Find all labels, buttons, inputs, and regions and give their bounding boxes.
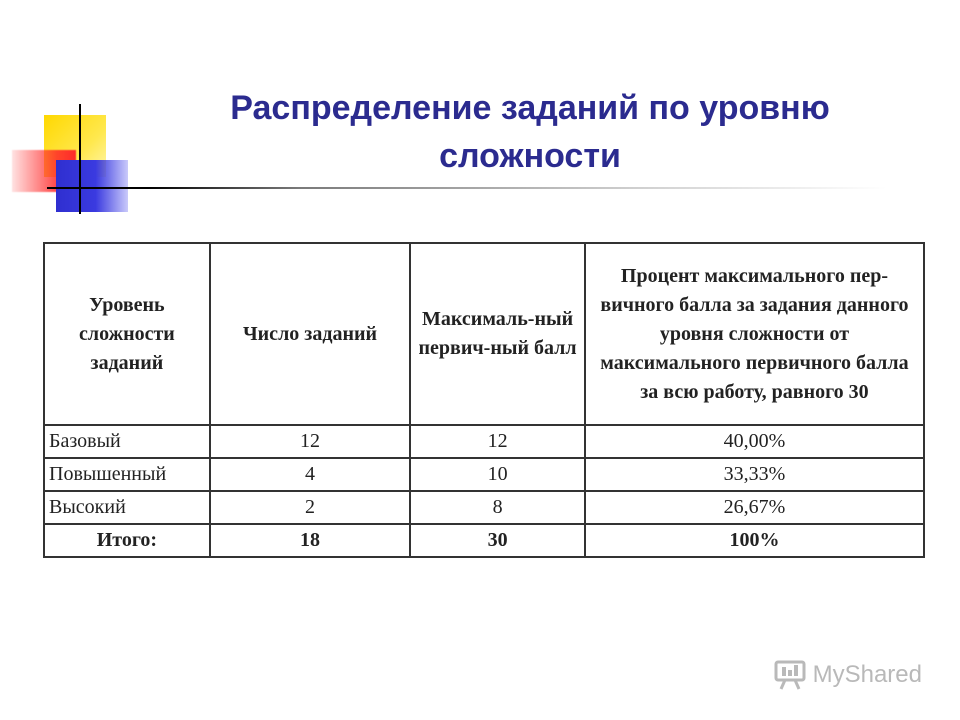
header-max-primary-score: Максималь-ный первич-ный балл — [410, 243, 585, 425]
cell-percent: 26,67% — [585, 491, 924, 524]
cell-total-percent: 100% — [585, 524, 924, 557]
cell-count: 2 — [210, 491, 410, 524]
cell-max-score: 10 — [410, 458, 585, 491]
table-header-row — [44, 243, 924, 425]
cell-max-score: 12 — [410, 425, 585, 458]
watermark — [773, 658, 922, 692]
cell-max-score: 8 — [410, 491, 585, 524]
table-row — [44, 458, 924, 491]
table-row — [44, 425, 924, 458]
cell-level: Повышенный — [44, 458, 210, 491]
header-task-count: Число заданий — [210, 243, 410, 425]
header-percent-of-max-score: Процент максимального пер-вичного балла за задания данного уровня сложности от максимального первичного балла за всю работу, равного 30 — [585, 243, 924, 425]
cell-total-max-score: 30 — [410, 524, 585, 557]
cell-percent: 40,00% — [585, 425, 924, 458]
table-row — [44, 491, 924, 524]
cell-count: 12 — [210, 425, 410, 458]
cell-level: Высокий — [44, 491, 210, 524]
cell-count: 4 — [210, 458, 410, 491]
slide-title: Распределение заданий по уровню сложности — [230, 89, 830, 175]
cell-level: Базовый — [44, 425, 210, 458]
header-difficulty-level: Уровень сложности заданий — [44, 243, 210, 425]
decorative-vertical-line — [79, 104, 81, 214]
cell-percent: 33,33% — [585, 458, 924, 491]
decorative-blue-square — [56, 160, 128, 212]
cell-total-label: Итого: — [44, 524, 210, 557]
difficulty-distribution-table — [43, 242, 925, 558]
presentation-board-icon — [773, 658, 807, 692]
watermark-text: MyShared — [812, 661, 922, 688]
table-total-row — [44, 524, 924, 557]
cell-total-count: 18 — [210, 524, 410, 557]
title-underline — [47, 187, 887, 189]
